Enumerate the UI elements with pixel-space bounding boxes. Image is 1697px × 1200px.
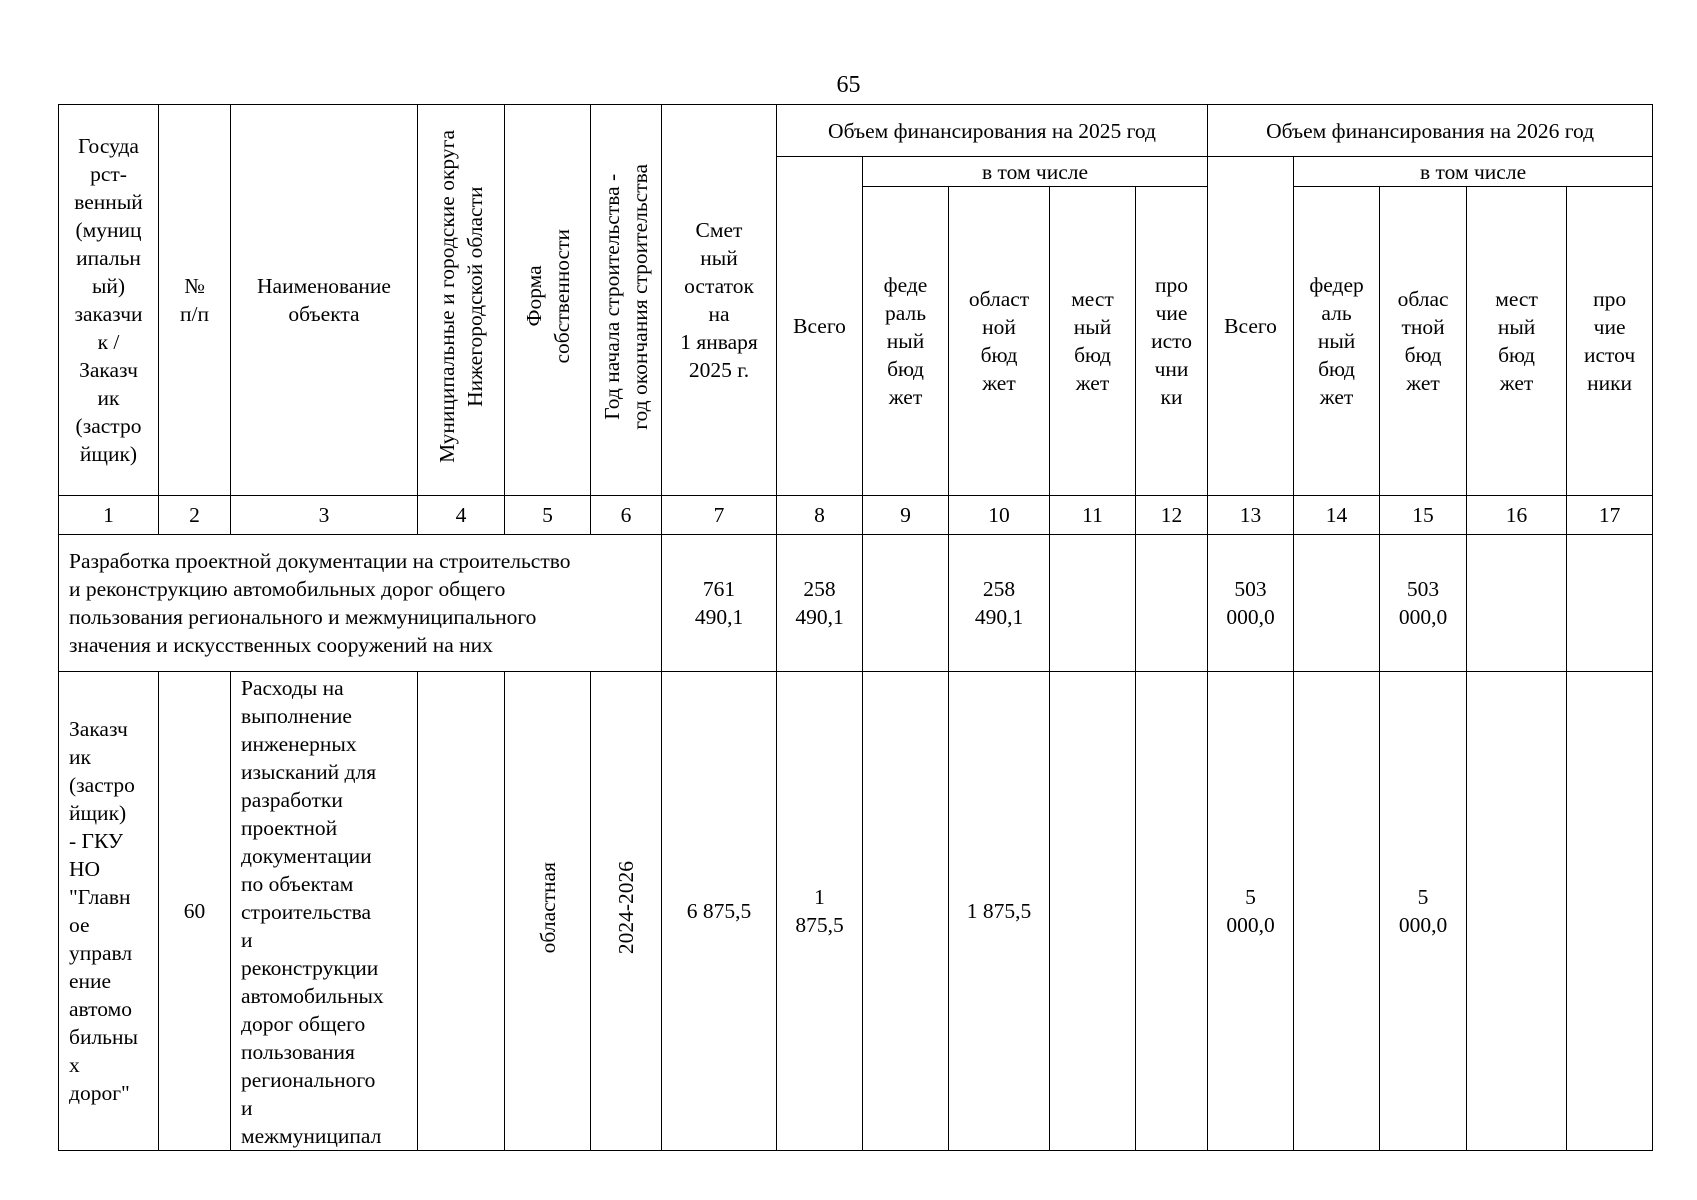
row-num: 60 bbox=[159, 672, 231, 1151]
column-number: 1 bbox=[59, 496, 159, 535]
section-regional-2026: 503 000,0 bbox=[1380, 535, 1467, 672]
header-years-text: Год начала строительства - год окончания строительства bbox=[600, 163, 652, 430]
column-number: 13 bbox=[1208, 496, 1294, 535]
column-number: 4 bbox=[418, 496, 505, 535]
header-fin-2025: Объем финансирования на 2025 год bbox=[777, 105, 1208, 157]
header-balance: Смет ный остаток на 1 января 2025 г. bbox=[662, 105, 777, 496]
column-number: 17 bbox=[1567, 496, 1653, 535]
row-ownership bbox=[505, 672, 591, 1151]
column-number: 5 bbox=[505, 496, 591, 535]
table-row bbox=[59, 672, 1653, 1151]
header-2026-total: Всего bbox=[1208, 157, 1294, 496]
row-regional-2026: 5 000,0 bbox=[1380, 672, 1467, 1151]
column-number: 3 bbox=[231, 496, 418, 535]
header-2025-including: в том числе bbox=[863, 157, 1208, 187]
header-municipal bbox=[418, 105, 505, 496]
section-total-2025: 258 490,1 bbox=[777, 535, 863, 672]
header-years bbox=[591, 105, 662, 496]
row-local-2025 bbox=[1050, 672, 1136, 1151]
section-federal-2025 bbox=[863, 535, 949, 672]
row-regional-2025: 1 875,5 bbox=[949, 672, 1050, 1151]
section-other-2026 bbox=[1567, 535, 1653, 672]
column-number: 14 bbox=[1294, 496, 1380, 535]
section-title: Разработка проектной документации на строительство и реконструкцию автомобильных дорог общего пользования регионального и межмуниципального значения и искусственных сооружений на них bbox=[59, 535, 662, 672]
row-object-name: Расходы на выполнение инженерных изысканий для разработки проектной документации по объектам строительства и реконструкции автомобильных дорог общего пользования регионального и межмуниципал bbox=[231, 672, 418, 1151]
header-2026-other: про чие источ ники bbox=[1567, 187, 1653, 496]
header-2026-local: мест ный бюд жет bbox=[1467, 187, 1567, 496]
header-num: № п/п bbox=[159, 105, 231, 496]
header-2025-federal: феде раль ный бюд жет bbox=[863, 187, 949, 496]
column-number: 9 bbox=[863, 496, 949, 535]
column-number: 15 bbox=[1380, 496, 1467, 535]
row-total-2026: 5 000,0 bbox=[1208, 672, 1294, 1151]
column-number: 6 bbox=[591, 496, 662, 535]
section-local-2026 bbox=[1467, 535, 1567, 672]
header-2026-including: в том числе bbox=[1294, 157, 1653, 187]
row-other-2026 bbox=[1567, 672, 1653, 1151]
row-municipal bbox=[418, 672, 505, 1151]
header-2025-regional: област ной бюд жет bbox=[949, 187, 1050, 496]
row-federal-2025 bbox=[863, 672, 949, 1151]
column-number: 12 bbox=[1136, 496, 1208, 535]
row-years bbox=[591, 672, 662, 1151]
header-2025-other: про чие исто чни ки bbox=[1136, 187, 1208, 496]
column-number: 16 bbox=[1467, 496, 1567, 535]
header-2025-total: Всего bbox=[777, 157, 863, 496]
column-number-row bbox=[59, 496, 1653, 535]
header-2026-federal: федер аль ный бюд жет bbox=[1294, 187, 1380, 496]
section-balance: 761 490,1 bbox=[662, 535, 777, 672]
section-regional-2025: 258 490,1 bbox=[949, 535, 1050, 672]
header-municipal-text: Муниципальные и городские округа Нижегородской области bbox=[435, 130, 487, 463]
column-number: 10 bbox=[949, 496, 1050, 535]
section-local-2025 bbox=[1050, 535, 1136, 672]
row-balance: 6 875,5 bbox=[662, 672, 777, 1151]
column-number: 7 bbox=[662, 496, 777, 535]
header-customer: Госуда рст- венный (муниц ипальн ый) заказчи к / Заказч ик (застро йщик) bbox=[59, 105, 159, 496]
header-2026-regional: облас тной бюд жет bbox=[1380, 187, 1467, 496]
header-ownership bbox=[505, 105, 591, 496]
header-object-name: Наименование объекта bbox=[231, 105, 418, 496]
section-row bbox=[59, 535, 1653, 672]
page-number: 65 bbox=[836, 72, 861, 98]
row-local-2026 bbox=[1467, 672, 1567, 1151]
header-ownership-text: Форма собственности bbox=[521, 229, 574, 364]
section-federal-2026 bbox=[1294, 535, 1380, 672]
column-number: 11 bbox=[1050, 496, 1136, 535]
row-total-2025: 1 875,5 bbox=[777, 672, 863, 1151]
financing-table bbox=[58, 104, 1653, 1151]
row-ownership-text: областная bbox=[535, 861, 560, 954]
row-customer: Заказч ик (застро йщик) - ГКУ НО "Главн ое управл ение автомо бильны х дорог" bbox=[59, 672, 159, 1151]
column-number: 2 bbox=[159, 496, 231, 535]
section-other-2025 bbox=[1136, 535, 1208, 672]
header-2025-local: мест ный бюд жет bbox=[1050, 187, 1136, 496]
row-other-2025 bbox=[1136, 672, 1208, 1151]
row-years-text: 2024-2026 bbox=[614, 860, 638, 955]
header-fin-2026: Объем финансирования на 2026 год bbox=[1208, 105, 1653, 157]
section-total-2026: 503 000,0 bbox=[1208, 535, 1294, 672]
row-federal-2026 bbox=[1294, 672, 1380, 1151]
column-number: 8 bbox=[777, 496, 863, 535]
